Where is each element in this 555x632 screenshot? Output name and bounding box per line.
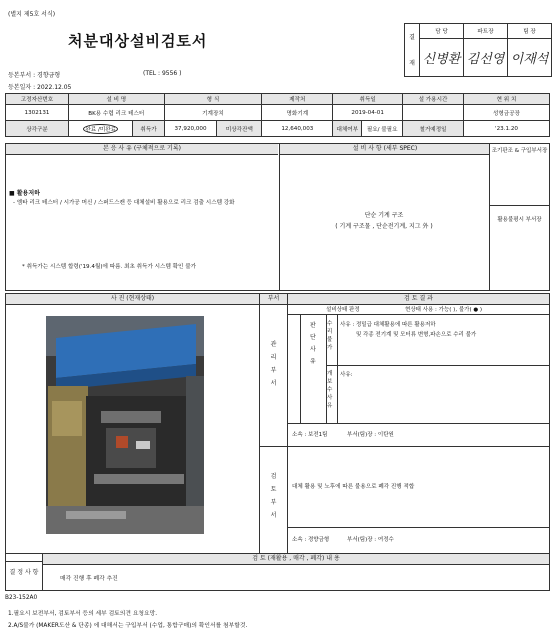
improve-text: 사유: — [340, 372, 353, 378]
signature-staff: 신병환 — [420, 39, 464, 77]
judge-label: 판 단 사 유 — [310, 322, 316, 365]
decision-label: 결 정 사 항 — [9, 568, 39, 576]
substitution-status: 필요/ 불필요 — [362, 121, 403, 137]
dept-header: 부서 — [260, 294, 287, 305]
role-staff: 담 당 — [420, 24, 464, 39]
mgmt-manager: 부서(팀)장 : 이탄원 — [347, 432, 394, 438]
side-label-2: 활용불평시 부서장 — [497, 217, 542, 223]
equipment-name: BK용 수렵 리크 테스터 — [69, 105, 165, 121]
asset-table: 고정자산번호 설 비 명 형 식 제작처 취득일 설 가용시간 현 위 치 1302131 BK용 수렵 리크 테스터 기계장치 명화기계 2019-04-01 성형금공장 상각구분 완료 /미완료 취득가 37,920,000 미상각잔액 12,640,003 대체여부 필요/ 불필요 철거예정일 '23.1.20 — [5, 93, 550, 137]
repair-label: 수리 불가 — [327, 321, 333, 351]
role-team-leader: 팀 장 — [508, 24, 552, 39]
review-manager: 부서(팀)장 : 여정수 — [347, 537, 394, 543]
reason-note: * 취득가는 시스템 합령('19.4월)에 따름. 최초 취득가 시스템 확인 불가 — [22, 264, 197, 270]
date-line: 등본일자 : 2022.12.05 — [8, 84, 72, 91]
improve-label: 개보수 사유 — [327, 371, 333, 409]
mgmt-belong: 소속 : 보전1팀 — [292, 432, 328, 438]
document-title: 처분대상설비검토서 — [68, 32, 208, 50]
reason-bullet: ■ 활용저하 — [9, 190, 40, 197]
footnote-2: 2.A/S불가 (MAKER도산 & 단종) 에 대해서는 구입부서 (수업, 통합구매)의 확인서를 첨부할것. — [8, 623, 248, 629]
spec-header: 설 비 사 항 (세부 SPEC) — [279, 144, 490, 155]
tel-line: (TEL : 9556 ) — [143, 70, 182, 77]
unamortized-balance: 12,640,003 — [262, 121, 333, 137]
review-belong: 소속 : 경향금형 — [292, 537, 330, 543]
review-header: 검 토 결 과 — [288, 294, 549, 305]
acquisition-cost: 37,920,000 — [164, 121, 217, 137]
spec-line-2: ( 기계 구조물 , 단순전기계, 지그 外 ) — [335, 223, 433, 230]
acquisition-date: 2019-04-01 — [333, 105, 403, 121]
reason-header: 본 응 사 유 (구체적으로 기록) — [6, 144, 278, 155]
asset-number: 1302131 — [6, 105, 69, 121]
repair-text-1: 사유 : 정밀급 대체활용에 따른 활용저하 — [340, 322, 436, 328]
doc-code: B23-152A0 — [5, 595, 38, 601]
review-text: 대체 활용 및 노후에 따른 불용으로 폐각 진행 적합 — [292, 484, 415, 490]
role-part-leader: 파트장 — [464, 24, 508, 39]
photo-header: 사 진 (현재상태) — [6, 294, 259, 305]
side-label-1: 조기판조 & 구입부서장 — [491, 148, 548, 154]
maker: 명화기계 — [262, 105, 333, 121]
depreciation-status: 완료 /미완료 — [69, 121, 133, 137]
equipment-photo — [46, 316, 204, 534]
dept-line: 등본부서 : 경향금형 — [8, 72, 61, 79]
signature-team-leader: 이재석 — [508, 39, 552, 77]
planned-removal-date: '23.1.20 — [464, 121, 550, 137]
review-dept-label: 검 토 부 서 — [270, 473, 277, 519]
status-label: 설비상태 판정 — [326, 307, 360, 313]
approval-box: 결 재 담 당 파트장 팀 장 신병환 김선영 이재석 — [404, 23, 552, 77]
repair-text-2: 및 각종 전기계 및 모터류 변형,파손으로 수리 불가 — [356, 332, 477, 338]
form-number: (별지 제5호 서식) — [8, 11, 56, 18]
equipment-type: 기계장치 — [164, 105, 262, 121]
location: 성형금공장 — [464, 105, 550, 121]
signature-part-leader: 김선영 — [464, 39, 508, 77]
footnote-1: 1.필요시 보전부서, 검토부서 등의 세부 검토의견 요청요망. — [8, 611, 158, 617]
decision-text: 매각 진행 후 폐각 추진 — [60, 576, 118, 582]
decision-header: 검 토 (재활용 , 매각 , 폐각) 내 용 — [43, 554, 549, 565]
status-value: 현상태 사용 : 가능( ), 불가( ● ) — [405, 307, 483, 313]
mgmt-dept-label: 관 리 부 서 — [270, 341, 277, 387]
reason-line-1: - 엠타 리크 테스터 / 시가공 머신 / 스퍼드스캔 등 대체설비 활용으로 리크 검출 시스템 강화 — [13, 200, 235, 206]
spec-line-1: 단순 기계 구조 — [364, 212, 404, 219]
